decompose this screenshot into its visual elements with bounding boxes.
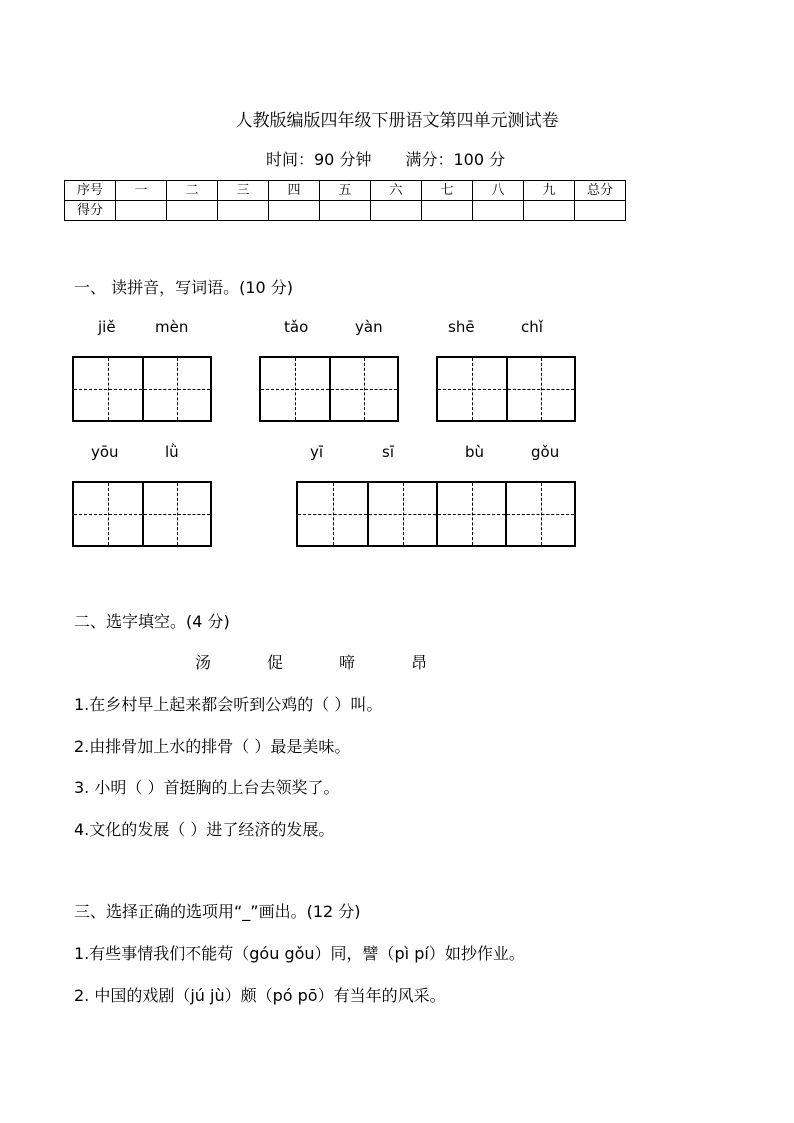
pinyin-label: yàn	[355, 318, 383, 336]
pinyin-label: chǐ	[521, 318, 543, 336]
question-line: 4.文化的发展（ ）进了经济的发展。	[74, 820, 335, 839]
table-cell: 总分	[575, 181, 626, 201]
score-input-cell[interactable]	[575, 201, 626, 221]
score-table-header-row	[65, 181, 626, 201]
pinyin-label: yōu	[91, 443, 119, 461]
section-3-heading: 三、选择正确的选项用“_”画出。(12 分)	[74, 902, 361, 921]
option-char: 汤	[195, 653, 212, 672]
time-limit: 时间：90 分钟	[266, 150, 372, 169]
page-title: 人教版编版四年级下册语文第四单元测试卷	[235, 111, 559, 131]
table-cell: 得分	[65, 201, 116, 221]
character-options	[195, 650, 483, 673]
score-input-cell[interactable]	[167, 201, 218, 221]
score-table-score-row	[65, 201, 626, 221]
score-input-cell[interactable]	[473, 201, 524, 221]
table-cell: 三	[218, 181, 269, 201]
question-line: 1.在乡村早上起来都会听到公鸡的（ ）叫。	[74, 695, 383, 714]
option-char: 啼	[339, 653, 356, 672]
score-input-cell[interactable]	[371, 201, 422, 221]
pinyin-label: lǜ	[165, 443, 179, 461]
score-input-cell[interactable]	[320, 201, 371, 221]
writing-grid[interactable]	[436, 356, 576, 422]
score-input-cell[interactable]	[116, 201, 167, 221]
pinyin-label: mèn	[155, 318, 189, 336]
table-cell: 一	[116, 181, 167, 201]
writing-grid[interactable]	[296, 481, 576, 547]
writing-grid[interactable]	[72, 356, 212, 422]
table-cell: 五	[320, 181, 371, 201]
full-score: 满分：100 分	[405, 150, 506, 169]
table-cell: 二	[167, 181, 218, 201]
pinyin-label: shē	[448, 318, 475, 336]
pinyin-label: sī	[382, 443, 394, 461]
option-char: 促	[267, 653, 284, 672]
table-cell: 七	[422, 181, 473, 201]
table-cell: 四	[269, 181, 320, 201]
exam-meta	[266, 147, 505, 170]
pinyin-label: yī	[310, 443, 324, 461]
question-line: 2.由排骨加上水的排骨（ ）最是美味。	[74, 737, 351, 756]
table-cell: 八	[473, 181, 524, 201]
question-line: 3. 小明（ ）首挺胸的上台去领奖了。	[74, 778, 340, 797]
table-cell: 序号	[65, 181, 116, 201]
writing-grid[interactable]	[72, 481, 212, 547]
pinyin-label: gǒu	[531, 443, 560, 461]
option-char: 昂	[411, 653, 428, 672]
question-line: 1.有些事情我们不能苟（góu gǒu）同，譬（pì pí）如抄作业。	[74, 944, 525, 963]
question-line: 2. 中国的戏剧（jú jù）颇（pó pō）有当年的风采。	[74, 986, 446, 1005]
table-cell: 六	[371, 181, 422, 201]
score-input-cell[interactable]	[524, 201, 575, 221]
pinyin-label: jiě	[98, 318, 116, 336]
score-table	[64, 180, 626, 221]
section-1-heading: 一、 读拼音，写词语。(10 分)	[74, 278, 294, 297]
section-2-heading: 二、选字填空。(4 分)	[74, 612, 230, 631]
score-input-cell[interactable]	[422, 201, 473, 221]
table-cell: 九	[524, 181, 575, 201]
pinyin-label: bù	[465, 443, 485, 461]
score-input-cell[interactable]	[218, 201, 269, 221]
pinyin-label: tǎo	[284, 318, 309, 336]
score-input-cell[interactable]	[269, 201, 320, 221]
writing-grid[interactable]	[259, 356, 399, 422]
